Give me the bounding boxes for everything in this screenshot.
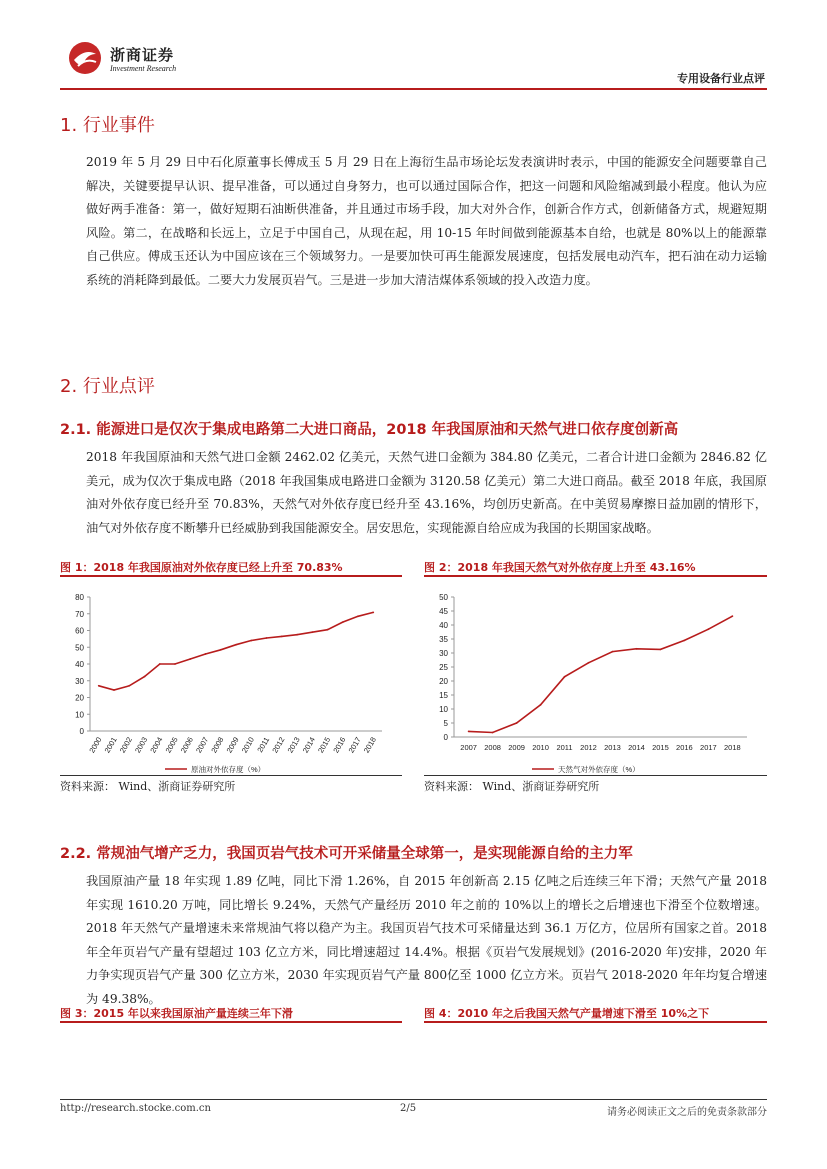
figure-2-rule: [424, 575, 767, 577]
legend-label: 原油对外依存度（%）: [191, 765, 266, 774]
x-tick-label: 2009: [224, 735, 241, 755]
data-point: [342, 621, 344, 623]
footer-disclaimer: 请务必阅读正文之后的免责条款部分: [607, 1107, 767, 1118]
legend-label: 天然气对外依存度（%）: [558, 765, 640, 774]
x-tick-label: 2014: [300, 735, 317, 755]
x-tick-label: 2017: [700, 743, 717, 752]
x-tick-label: 2012: [270, 735, 287, 755]
figure-3-caption: 图 3：2015 年以来我国原油产量连续三年下滑: [60, 1007, 293, 1020]
data-point: [98, 685, 100, 687]
data-point: [189, 658, 191, 660]
x-tick-label: 2007: [194, 735, 211, 755]
data-point: [492, 732, 494, 734]
x-tick-label: 2008: [484, 743, 501, 752]
data-point: [660, 648, 662, 650]
figure-2-caption: 图 2：2018 年我国天然气对外依存度上升至 43.16%: [424, 561, 696, 574]
x-tick-label: 2018: [724, 743, 741, 752]
figure-4-caption: 图 4：2010 年之后我国天然气产量增速下滑至 10%之下: [424, 1007, 710, 1020]
data-point: [113, 689, 115, 691]
section1-paragraph: 2019 年 5 月 29 日中石化原董事长傅成玉 5 月 29 日在上海衍生品市场论坛发表演讲时表示，中国的能源安全问题要靠自己解决，关键要提早认识、提早准备，可以通过自身努力，也可以通过国际合作，把这一问题和风险缩减到最小程度。他认为应做好两手准备：第一，做好短期石油断供准备，并且通过市场手段，加大对外合作，创新合作方式，创新储备方式，规避短期风险。第二，在战略和长远上，立足于中国自己，从现在起，用 10-15 年时间做到能源基本自给，也就是 80%以上的能源靠自己供应。傅成玉还认为中国应该在三个领域努力。一是要加快可再生能源发展速度，包括发展电动汽车，把石油在动力运输系统的消耗降到最低。二要大力发展页岩气。三是进一步加大清洁煤体系领域的投入改造力度。: [86, 155, 767, 287]
section-title-industry-review: 2. 行业点评: [60, 376, 155, 397]
x-tick-label: 2016: [676, 743, 693, 752]
x-tick-label: 2014: [628, 743, 645, 752]
section-title-industry-event: 1. 行业事件: [60, 115, 155, 136]
x-tick-label: 2002: [117, 735, 134, 755]
x-tick-label: 2001: [102, 735, 119, 755]
figure-3-rule: [60, 1021, 402, 1023]
data-point: [296, 634, 298, 636]
y-tick-label: 30: [439, 649, 448, 658]
x-tick-label: 2008: [209, 735, 226, 755]
data-point: [588, 662, 590, 664]
data-point: [327, 629, 329, 631]
data-point: [372, 611, 374, 613]
data-point: [311, 631, 313, 633]
x-tick-label: 2013: [604, 743, 621, 752]
y-tick-label: 15: [439, 691, 448, 700]
x-tick-label: 2016: [331, 735, 348, 755]
x-tick-label: 2010: [532, 743, 549, 752]
subsection-2-2-paragraph: 我国原油产量 18 年实现 1.89 亿吨，同比下滑 1.26%，自 2015 年创新高 2.15 亿吨之后连续三年下滑；天然气产量 2018 年实现 1610.20 万吨，同比增长 9.24%，天然气产量经历 2010 年之前的 10%以上的增长之后增速也下滑至个位数增速。2018 年天然气产量增速未来常规油气将以稳产为主。我国页岩气技术可采储量达到 36.1 万亿方，位居所有国家之首。2018 年全年页岩气产量有望超过 103 亿立方米，同比增速超过 14.4%。根据《页岩气发展规划》(2016-2020 年)安排，2020 年力争实现页岩气产量 300 亿立方米，2030 年实现页岩气产量 800亿至 1000 亿立方米。页岩气 2018-2020 年年均复合增速为 49.38%。: [86, 874, 768, 1006]
series-line: [99, 612, 373, 690]
x-tick-label: 2005: [163, 735, 180, 755]
data-point: [707, 628, 709, 630]
logo-name-en: Investment Research: [110, 64, 177, 73]
footer-rule: [60, 1099, 767, 1100]
data-point: [357, 615, 359, 617]
x-tick-label: 2004: [148, 735, 165, 755]
data-point: [250, 640, 252, 642]
x-tick-label: 2011: [556, 743, 573, 752]
data-point: [731, 615, 733, 617]
x-tick-label: 2012: [580, 743, 597, 752]
report-category: 专用设备行业点评: [677, 72, 765, 85]
data-point: [684, 640, 686, 642]
figure-2-source: 资料来源： Wind、浙商证券研究所: [424, 780, 600, 793]
figure-1-caption: 图 1：2018 年我国原油对外依存度已经上升至 70.83%: [60, 561, 343, 574]
data-point: [612, 651, 614, 653]
x-tick-label: 2007: [460, 743, 477, 752]
x-tick-label: 2009: [508, 743, 525, 752]
figure-1-bottom-rule: [60, 775, 402, 776]
figure-4-rule: [424, 1021, 767, 1023]
footer-url[interactable]: http://research.stocke.com.cn: [60, 1103, 211, 1114]
series-line: [469, 616, 733, 732]
x-tick-label: 2011: [255, 735, 272, 754]
y-tick-label: 35: [439, 635, 448, 644]
y-tick-label: 25: [439, 663, 448, 672]
x-tick-label: 2006: [178, 735, 195, 755]
data-point: [266, 637, 268, 639]
data-point: [235, 644, 237, 646]
y-tick-label: 20: [439, 677, 448, 686]
subsection-2-1-paragraph: 2018 年我国原油和天然气进口金额 2462.02 亿美元，天然气进口金额为 384.80 亿美元，二者合计进口金额为 2846.82 亿美元，成为仅次于集成电路（2018 年我国集成电路进口金额为 3120.58 亿美元）第二大进口商品。截至 2018 年底，我国原油对外依存度已经升至 70.83%，天然气对外依存度已经升至 43.16%，均创历史新高。在中美贸易摩擦日益加剧的情形下，油气对外依存度不断攀升已经威胁到我国能源安全。居安思危，实现能源自给应成为我国的长期国家战略。: [86, 450, 767, 535]
figure-1-source: 资料来源： Wind、浙商证券研究所: [60, 780, 236, 793]
logo-icon: [66, 40, 104, 76]
subsection-title-2-2: 2.2. 常规油气增产乏力，我国页岩气技术可开采储量全球第一，是实现能源自给的主力军: [60, 846, 633, 862]
data-point: [468, 731, 470, 733]
natural-gas-dependency-chart: [424, 582, 767, 774]
subsection-title-2-1: 2.1. 能源进口是仅次于集成电路第二大进口商品，2018 年我国原油和天然气进口依存度创新高: [60, 422, 679, 438]
y-tick-label: 10: [439, 705, 448, 714]
data-point: [540, 704, 542, 706]
x-tick-label: 2010: [239, 735, 256, 755]
x-tick-label: 2018: [361, 735, 378, 755]
data-point: [144, 676, 146, 678]
logo-name-cn: 浙商证券: [110, 46, 175, 64]
x-tick-label: 2003: [133, 735, 150, 755]
crude-oil-dependency-chart: [60, 582, 402, 774]
data-point: [128, 685, 130, 687]
y-tick-label: 20: [75, 693, 84, 703]
data-point: [636, 648, 638, 650]
figure-2-bottom-rule: [424, 775, 767, 776]
data-point: [564, 676, 566, 678]
y-tick-label: 40: [439, 621, 448, 630]
y-tick-label: 50: [439, 593, 448, 602]
x-tick-label: 2015: [316, 735, 333, 755]
y-tick-label: 10: [75, 710, 84, 720]
data-point: [205, 653, 207, 655]
data-point: [174, 663, 176, 665]
y-tick-label: 80: [75, 593, 84, 602]
header-rule: [60, 88, 767, 90]
data-point: [281, 635, 283, 637]
x-tick-label: 2015: [652, 743, 669, 752]
y-tick-label: 0: [443, 733, 448, 742]
x-tick-label: 2013: [285, 735, 302, 755]
data-point: [220, 649, 222, 651]
x-tick-label: 2017: [346, 735, 363, 755]
y-tick-label: 70: [75, 609, 84, 619]
y-tick-label: 0: [79, 727, 84, 736]
figure-1-rule: [60, 575, 402, 577]
y-tick-label: 40: [75, 660, 84, 669]
logo: [66, 40, 104, 76]
y-tick-label: 45: [439, 607, 448, 616]
page-number: 2/5: [400, 1103, 417, 1114]
data-point: [159, 663, 161, 665]
x-tick-label: 2000: [87, 735, 104, 755]
y-tick-label: 50: [75, 643, 84, 653]
y-tick-label: 5: [443, 719, 448, 728]
y-tick-label: 30: [75, 676, 84, 686]
y-tick-label: 60: [75, 626, 84, 636]
data-point: [516, 722, 518, 724]
